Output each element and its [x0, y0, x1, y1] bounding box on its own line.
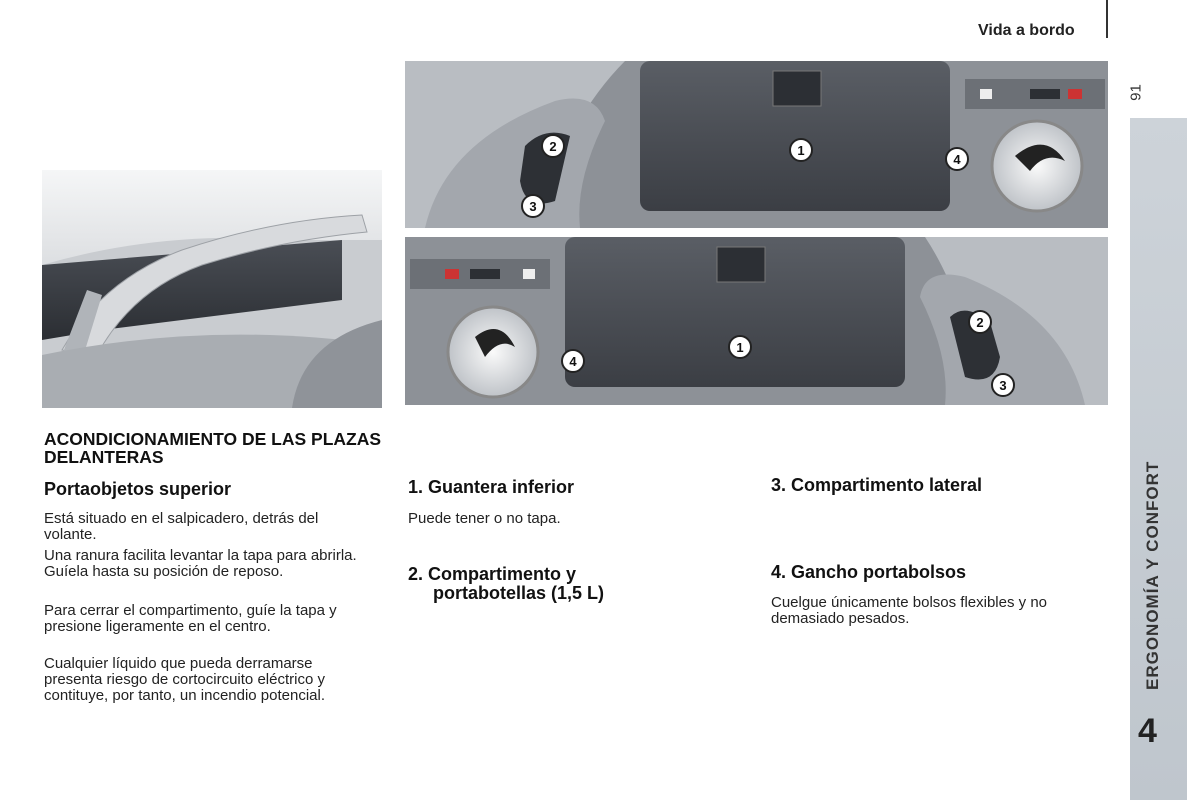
photo-glovebox-rhd [405, 237, 1108, 405]
subsection-title: Portaobjetos superior [44, 479, 232, 499]
chapter-tab [1130, 118, 1187, 800]
paragraph: Está situado en el salpicadero, detrás del volante. [44, 510, 319, 543]
item-text-glovebox: Puede tener o no tapa. [408, 510, 561, 527]
item-title-bottle-holder [408, 565, 708, 603]
callout-2: 2 [549, 139, 557, 154]
callout-4-bottom: 4 [569, 354, 577, 369]
callout-1: 1 [797, 143, 805, 158]
callout-4: 4 [953, 152, 961, 167]
item-title-glovebox: 1. Guantera inferior [408, 477, 575, 497]
callout-1-bottom: 1 [736, 340, 744, 355]
paragraph: Cualquier líquido que pueda derramarse presenta riesgo de cortocircuito eléctrico y contituye, por tanto, un incendio potencial. [44, 655, 326, 704]
item-text-bag-hook: Cuelgue únicamente bolsos flexibles y no demasiado pesados. [771, 594, 1047, 627]
running-header: Vida a bordo [978, 22, 1075, 39]
photo-upper-storage [42, 170, 382, 408]
chapter-number: 4 [1138, 712, 1157, 750]
paragraph: Para cerrar el compartimento, guíe la tapa y presione ligeramente en el centro. [44, 602, 337, 635]
item-title-line: portabotellas (1,5 L) [433, 583, 605, 603]
item-title-bag-hook: 4. Gancho portabolsos [771, 562, 967, 582]
callout-2-bottom: 2 [976, 315, 984, 330]
photo-glovebox-lhd [405, 61, 1108, 228]
chapter-label: ERGONOMÍA Y CONFORT [1143, 460, 1162, 690]
item-title-line: 2. Compartimento y [408, 564, 577, 584]
section-title: ACONDICIONAMIENTO DE LAS PLAZAS DELANTERAS [44, 429, 382, 467]
header-rule [1106, 0, 1108, 38]
callout-3: 3 [529, 199, 537, 214]
item-title-side-compartment: 3. Compartimento lateral [771, 475, 983, 495]
paragraph: Una ranura facilita levantar la tapa para abrirla. Guíela hasta su posición de reposo. [44, 547, 357, 580]
callout-3-bottom: 3 [999, 378, 1007, 393]
page-number: 91 [1127, 84, 1145, 101]
